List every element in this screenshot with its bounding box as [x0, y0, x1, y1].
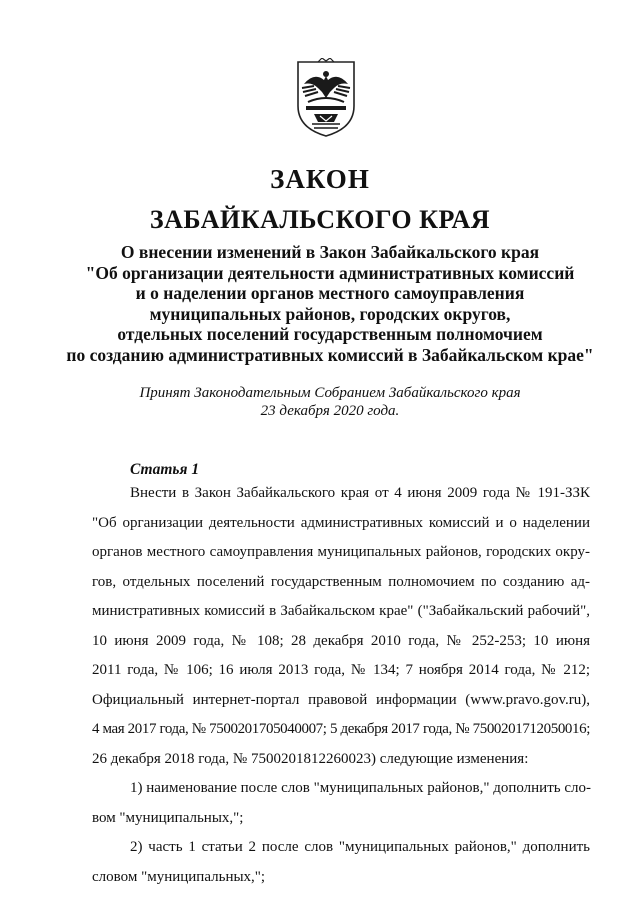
document-subtitle — [60, 242, 600, 365]
coat-of-arms-icon — [294, 58, 358, 138]
subtitle-line: отдельных поселений государственным полномочием — [117, 324, 543, 344]
subtitle-line: муниципальных районов, городских округов, — [149, 303, 511, 324]
adoption-date: 23 декабря 2020 года. — [260, 403, 400, 419]
body-line: 2011 года, № 106; 16 июля 2013 года, № 134; 7 ноября 2014 года, № 212; — [92, 662, 590, 678]
subtitle-line: по созданию административных комиссий в Забайкальском крае" — [66, 344, 594, 365]
body-line: словом "муниципальных,"; — [92, 869, 266, 885]
document-region: ЗАБАЙКАЛЬСКОГО КРАЯ — [149, 205, 491, 234]
subtitle-line: и о наделении органов местного самоуправления — [135, 283, 525, 303]
body-line: министративных комиссий в Забайкальском крае" ("Забайкальский рабочий", — [92, 603, 590, 619]
subtitle-line: "Об организации деятельности административных комиссий — [85, 262, 575, 283]
body-line: 10 июня 2009 года, № 108; 28 декабря 2010 года, № 252-253; 10 июня — [92, 633, 590, 649]
document-title: ЗАКОН — [270, 164, 370, 194]
body-line: вом "муниципальных,"; — [92, 810, 244, 826]
adoption-line: Принят Законодательным Собранием Забайкальского края — [139, 385, 521, 401]
body-line: Официальный интернет-портал правовой информации (www.pravo.gov.ru), — [92, 692, 590, 708]
body-line: гов, отдельных поселений государственным полномочием по созданию ад- — [92, 574, 590, 590]
subtitle-line: О внесении изменений в Закон Забайкальского края — [120, 242, 540, 262]
adoption-note — [60, 384, 600, 420]
body-line: Внести в Закон Забайкальского края от 4 июня 2009 года № 191-ЗЗК — [130, 485, 590, 501]
body-line: 4 мая 2017 года, № 7500201705040007; 5 декабря 2017 года, № 7500201712050016; — [92, 721, 590, 737]
body-line: 1) наименование после слов "муниципальных районов," дополнить сло- — [130, 780, 591, 796]
body-line: "Об организации деятельности административных комиссий и о наделении — [92, 515, 590, 531]
body-line: 2) часть 1 статьи 2 после слов "муниципальных районов," дополнить — [130, 839, 590, 855]
article-heading: Статья 1 — [130, 461, 200, 478]
body-line: 26 декабря 2018 года, № 7500201812260023) следующие изменения: — [92, 751, 529, 767]
body-line: органов местного самоуправления муниципальных районов, городских окру- — [92, 544, 590, 560]
